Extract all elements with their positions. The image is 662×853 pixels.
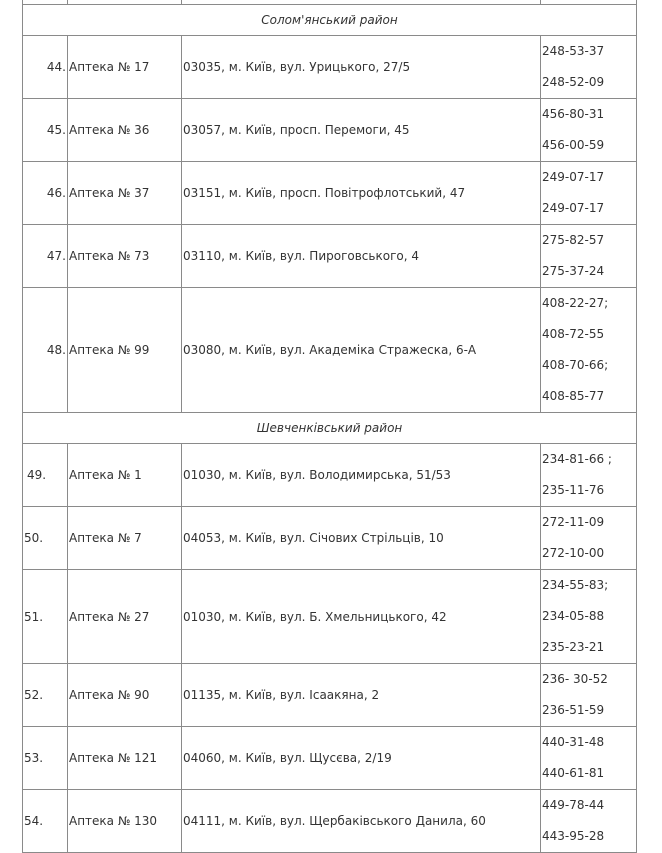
phone: 236-51-59 — [542, 703, 605, 717]
table-row — [23, 36, 637, 99]
pharmacy-phones — [541, 225, 637, 288]
pharmacy-name: Аптека № 73 — [68, 225, 182, 288]
phone: 275-37-24 — [542, 264, 605, 278]
row-number: 49. — [23, 444, 68, 507]
phone: 234-55-83; — [542, 578, 609, 592]
phone: 440-31-48 — [542, 735, 605, 749]
phone: 408-70-66; — [542, 358, 609, 372]
district-header — [23, 5, 637, 36]
phone: 272-11-09 — [542, 515, 605, 529]
row-number: 46. — [23, 162, 68, 225]
phone: 235-11-76 — [542, 483, 605, 497]
phone: 456-00-59 — [542, 138, 605, 152]
phone: 275-82-57 — [542, 233, 605, 247]
pharmacy-address: 04053, м. Київ, вул. Січових Стрільців, 10 — [182, 507, 541, 570]
row-number: 44. — [23, 36, 68, 99]
pharmacy-name: Аптека № 121 — [68, 727, 182, 790]
pharmacy-phones — [541, 507, 637, 570]
phone: 249-07-17 — [542, 170, 605, 184]
phone: 248-52-09 — [542, 75, 605, 89]
row-number: 51. — [23, 570, 68, 664]
pharmacy-address: 03080, м. Київ, вул. Академіка Стражеска, 6-А — [182, 288, 541, 413]
row-number: 53. — [23, 727, 68, 790]
pharmacy-phones — [541, 444, 637, 507]
pharmacy-address: 01030, м. Київ, вул. Б. Хмельницького, 42 — [182, 570, 541, 664]
pharmacy-name: Аптека № 99 — [68, 288, 182, 413]
table-row — [23, 727, 637, 790]
pharmacy-phones — [541, 288, 637, 413]
pharmacy-address: 04111, м. Київ, вул. Щербаківського Данила, 60 — [182, 790, 541, 853]
pharmacy-address: 01135, м. Київ, вул. Ісаакяна, 2 — [182, 664, 541, 727]
table-row — [23, 664, 637, 727]
pharmacy-address: 04060, м. Київ, вул. Щусєва, 2/19 — [182, 727, 541, 790]
pharmacy-phones — [541, 727, 637, 790]
pharmacy-phones — [541, 664, 637, 727]
pharmacy-name: Аптека № 36 — [68, 99, 182, 162]
pharmacy-phones — [541, 99, 637, 162]
pharmacy-name: Аптека № 37 — [68, 162, 182, 225]
phone: 236- 30-52 — [542, 672, 608, 686]
phone: 248-53-37 — [542, 44, 605, 58]
district-title: Шевченківський район — [23, 413, 637, 444]
table-row — [23, 444, 637, 507]
row-number: 52. — [23, 664, 68, 727]
pharmacy-address: 01030, м. Київ, вул. Володимирська, 51/53 — [182, 444, 541, 507]
row-number: 54. — [23, 790, 68, 853]
pharmacy-table — [22, 0, 637, 853]
table-row — [23, 570, 637, 664]
row-number: 48. — [23, 288, 68, 413]
row-number: 47. — [23, 225, 68, 288]
phone: 456-80-31 — [542, 107, 605, 121]
pharmacy-phones — [541, 162, 637, 225]
district-title: Солом'янський район — [23, 5, 637, 36]
phone: 272-10-00 — [542, 546, 605, 560]
table-row — [23, 225, 637, 288]
phone: 449-78-44 — [542, 798, 605, 812]
pharmacy-phones — [541, 790, 637, 853]
phone: 235-23-21 — [542, 640, 605, 654]
row-number: 50. — [23, 507, 68, 570]
table-row — [23, 162, 637, 225]
phone: 234-81-66 ; — [542, 452, 612, 466]
pharmacy-address: 03057, м. Київ, просп. Перемоги, 45 — [182, 99, 541, 162]
pharmacy-name: Аптека № 17 — [68, 36, 182, 99]
phone: 443-95-28 — [542, 829, 605, 843]
pharmacy-address: 03035, м. Київ, вул. Урицького, 27/5 — [182, 36, 541, 99]
pharmacy-address: 03151, м. Київ, просп. Повітрофлотський, 47 — [182, 162, 541, 225]
pharmacy-name: Аптека № 90 — [68, 664, 182, 727]
table-row — [23, 507, 637, 570]
table-row — [23, 288, 637, 413]
pharmacy-name: Аптека № 130 — [68, 790, 182, 853]
district-header — [23, 413, 637, 444]
phone: 408-22-27; — [542, 296, 609, 310]
row-number: 45. — [23, 99, 68, 162]
table-row — [23, 99, 637, 162]
phone: 249-07-17 — [542, 201, 605, 215]
pharmacy-name: Аптека № 27 — [68, 570, 182, 664]
pharmacy-address: 03110, м. Київ, вул. Пироговського, 4 — [182, 225, 541, 288]
phone: 234-05-88 — [542, 609, 605, 623]
phone: 408-85-77 — [542, 389, 605, 403]
phone: 408-72-55 — [542, 327, 605, 341]
pharmacy-phones — [541, 570, 637, 664]
pharmacy-phones — [541, 36, 637, 99]
pharmacy-name: Аптека № 1 — [68, 444, 182, 507]
table-row — [23, 790, 637, 853]
phone: 440-61-81 — [542, 766, 605, 780]
pharmacy-name: Аптека № 7 — [68, 507, 182, 570]
